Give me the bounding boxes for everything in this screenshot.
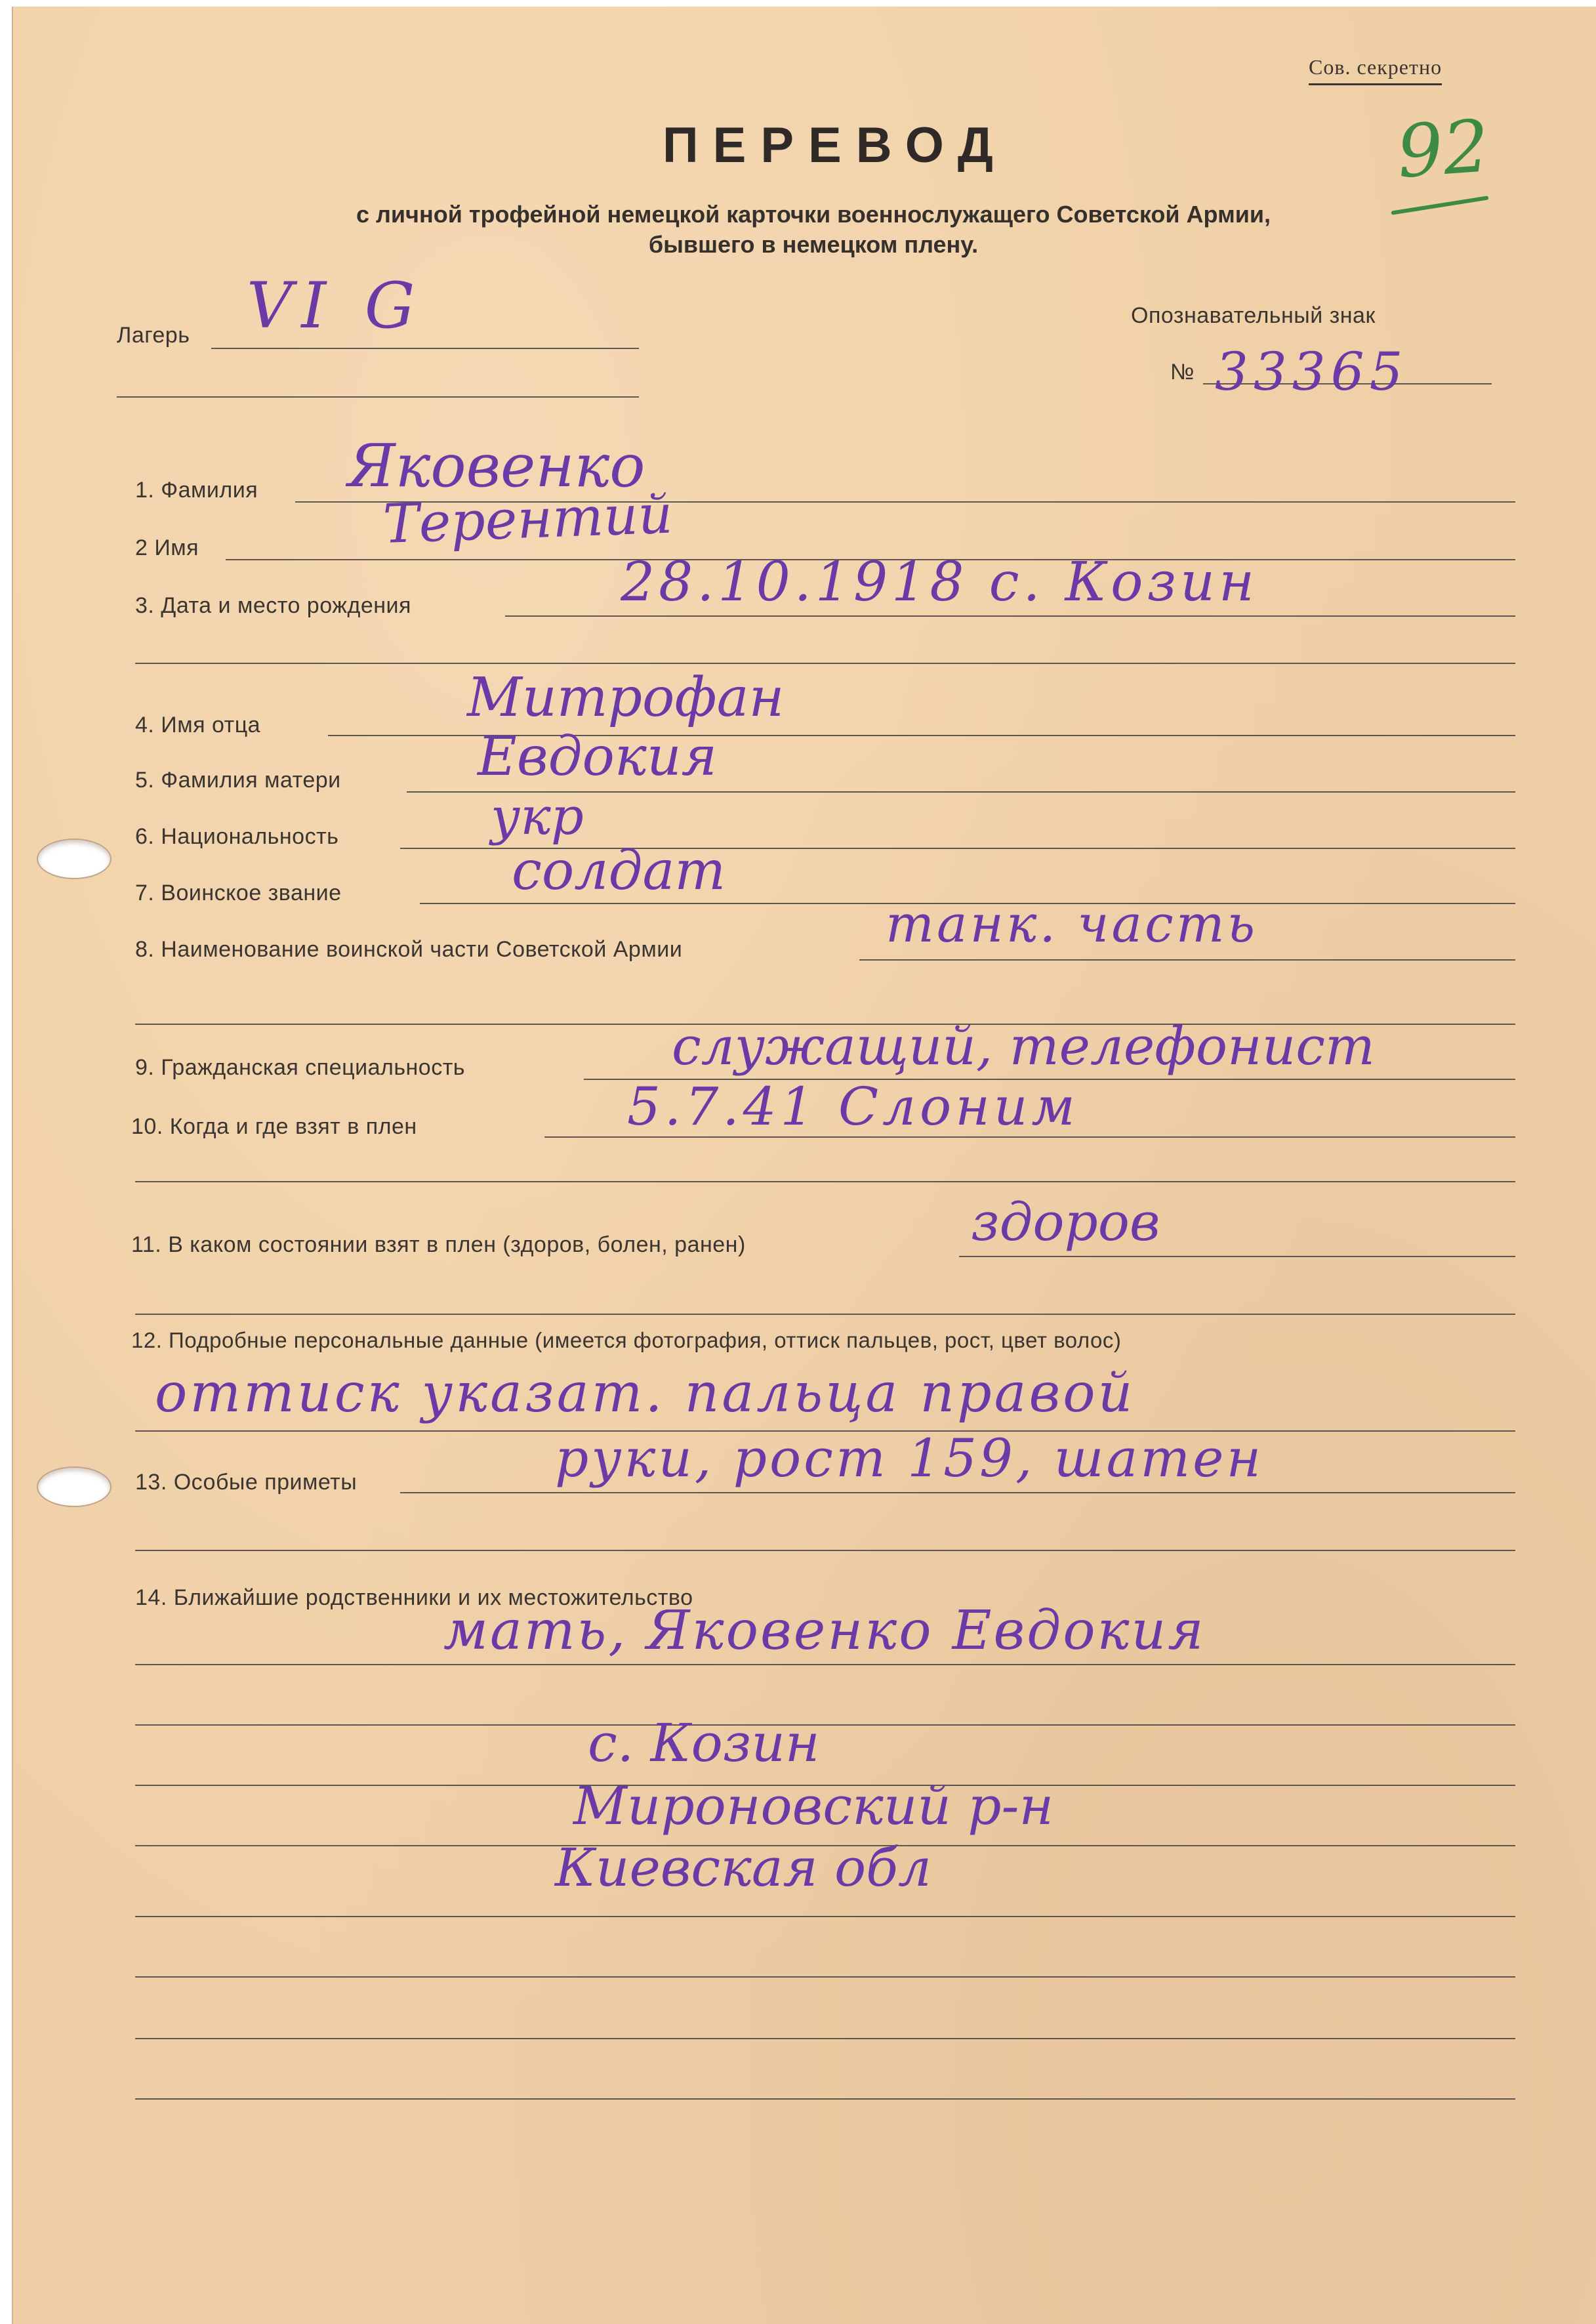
field-4-value: Митрофан [467, 667, 785, 729]
field-6-value: укр [491, 787, 584, 846]
field-8-rule [859, 959, 1515, 961]
field-1-label: 1. Фамилия [135, 478, 258, 503]
field-10-value: 5.7.41 Слоним [627, 1076, 1079, 1137]
field-3-value: 28.10.1918 с. Козин [621, 551, 1258, 613]
camp-label: Лагерь [117, 323, 190, 348]
field-14-rule-8 [135, 2098, 1515, 2100]
field-2-value: Терентий [382, 483, 674, 556]
field-13-value: руки, рост 159, шатен [555, 1428, 1264, 1489]
field-8-label: 8. Наименование воинской части Советской Армии [135, 937, 683, 962]
tag-value: 33365 [1215, 341, 1408, 402]
field-3-rule [505, 615, 1515, 617]
field-9-value: служащий, телефонист [672, 1016, 1375, 1077]
field-2-label: 2 Имя [135, 535, 199, 560]
field-14-rule-6 [135, 1976, 1515, 1978]
field-14-value-line-2: с. Козин [588, 1712, 820, 1774]
tag-number-label: № [1170, 360, 1195, 384]
field-11-value: здоров [971, 1192, 1160, 1253]
field-5-label: 5. Фамилия матери [135, 768, 341, 793]
field-1-value: Яковенко [348, 432, 645, 501]
punch-hole-upper [37, 839, 112, 879]
field-3-label: 3. Дата и место рождения [135, 593, 411, 618]
field-11-label: 11. В каком состоянии взят в плен (здоров, болен, ранен) [131, 1232, 746, 1257]
field-14-value-line-3: Мироновский р-н [573, 1775, 1054, 1836]
document-title: ПЕРЕВОД [663, 117, 1008, 173]
field-14-rule-1 [135, 1664, 1515, 1665]
field-11-rule-2 [135, 1314, 1515, 1315]
field-10-label: 10. Когда и где взят в плен [131, 1114, 417, 1139]
field-7-value: солдат [512, 840, 726, 902]
field-14-label: 14. Ближайшие родственники и их местожительство [135, 1585, 693, 1610]
classification-stamp: Сов. секретно [1309, 55, 1442, 85]
field-12-label: 12. Подробные персональные данные (имеется фотография, оттиск пальцев, рост, цвет волос) [131, 1328, 1122, 1352]
camp-rule-2 [117, 396, 639, 398]
field-13-rule-2 [135, 1550, 1515, 1551]
subtitle-line-1: с личной трофейной немецкой карточки военнослужащего Советской Армии, [356, 201, 1271, 228]
field-5-value: Евдокия [478, 726, 717, 788]
field-6-label: 6. Национальность [135, 824, 339, 849]
punch-hole-lower [37, 1466, 112, 1507]
field-4-label: 4. Имя отца [135, 713, 261, 737]
document-subtitle [249, 199, 1378, 260]
tag-label: Опознавательный знак [1131, 303, 1376, 328]
camp-rule [211, 348, 639, 349]
field-9-label: 9. Гражданская специальность [135, 1055, 465, 1080]
field-14-value-line-4: Киевская обл [555, 1837, 931, 1898]
field-10-rule-2 [135, 1181, 1515, 1182]
field-13-label: 13. Особые приметы [135, 1470, 358, 1495]
field-14-value-line-1: мать, Яковенко Евдокия [443, 1600, 1206, 1662]
field-14-rule-2 [135, 1724, 1515, 1726]
field-3-rule-2 [135, 663, 1515, 664]
archive-number: 92 [1394, 104, 1492, 194]
subtitle-line-2: бывшего в немецком плену. [648, 231, 979, 258]
field-14-rule-7 [135, 2038, 1515, 2039]
field-7-label: 7. Воинское звание [135, 881, 342, 905]
field-13-rule [400, 1492, 1515, 1493]
field-14-rule-5 [135, 1916, 1515, 1917]
field-12-value: оттиск указат. пальца правой [155, 1362, 1136, 1424]
camp-value: VI G [247, 269, 424, 342]
field-11-rule [959, 1256, 1515, 1257]
field-8-value: танк. часть [886, 895, 1258, 954]
